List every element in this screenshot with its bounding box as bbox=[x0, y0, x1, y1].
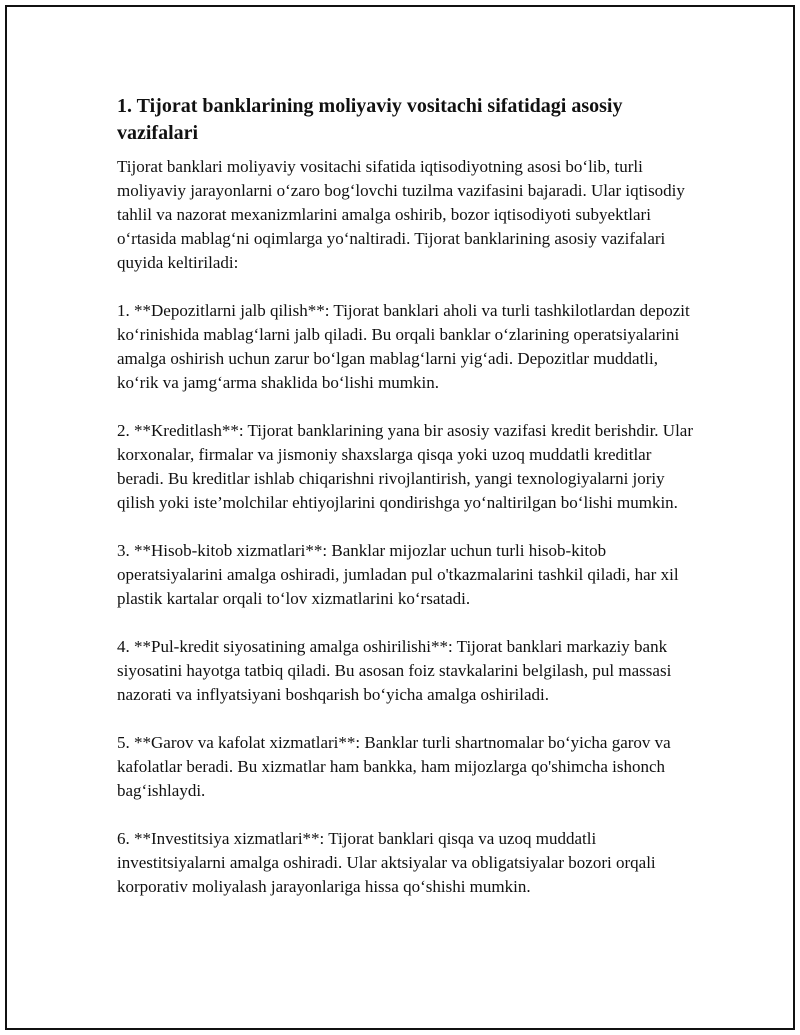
list-item-garov: 5. **Garov va kafolat xizmatlari**: Banklar turli shartnomalar bo‘yicha garov va kafolatlar beradi. Bu xizmatlar ham bankka, ham mijozlarga qo'shimcha ishonch bag‘ishlaydi. bbox=[117, 733, 671, 800]
list-item-investitsiya: 6. **Investitsiya xizmatlari**: Tijorat banklari qisqa va uzoq muddatli investitsiyalarni amalga oshiradi. Ular aktsiyalar va obligatsiyalar bozori orqali korporativ moliyalash jarayonlariga hissa qo‘shishi mumkin. bbox=[117, 829, 656, 896]
document-title: 1. Tijorat banklarining moliyaviy vositachi sifatidagi asosiy vazifalari bbox=[117, 95, 623, 144]
intro-paragraph: Tijorat banklari moliyaviy vositachi sifatida iqtisodiyotning asosi bo‘lib, turli moliyaviy jarayonlarni o‘zaro bog‘lovchi tuzilma vazifasini bajaradi. Ular iqtisodiy tahlil va nazorat mexanizmlarini amalga oshirib, bozor iqtisodiyoti subyektlari o‘rtasida mablag‘ni oqimlarga yo‘naltiradi. Tijorat banklarining asosiy vazifalari quyida keltiriladi: bbox=[117, 157, 685, 272]
list-item-hisob-kitob: 3. **Hisob-kitob xizmatlari**: Banklar mijozlar uchun turli hisob-kitob operatsiyalarini amalga oshiradi, jumladan pul o'tkazmalarini tashkil qiladi, har xil plastik kartalar orqali to‘lov xizmatlarini ko‘rsatadi. bbox=[117, 541, 679, 608]
document-body bbox=[117, 93, 697, 923]
list-item-pul-kredit: 4. **Pul-kredit siyosatining amalga oshirilishi**: Tijorat banklari markaziy bank siyosatini hayotga tatbiq qiladi. Bu asosan foiz stavkalarini belgilash, pul massasi nazorati va inflyatsiyani boshqarish bo‘yicha amalga oshiriladi. bbox=[117, 637, 672, 704]
list-item-kreditlash: 2. **Kreditlash**: Tijorat banklarining yana bir asosiy vazifasi kredit berishdir. Ular korxonalar, firmalar va jismoniy shaxslarga qisqa yoki uzoq muddatli kreditlar beradi. Bu kreditlar ishlab chiqarishni rivojlantirish, yangi texnologiyalarni joriy qilish yoki iste’molchilar ehtiyojlarini qondirishga yo‘naltirilgan bo‘lishi mumkin. bbox=[117, 421, 693, 512]
list-item-depozitlar: 1. **Depozitlarni jalb qilish**: Tijorat banklari aholi va turli tashkilotlardan depozit ko‘rinishida mablag‘larni jalb qiladi. Bu orqali banklar o‘zlarining operatsiyalarini amalga oshirish uchun zarur bo‘lgan mablag‘larni yig‘adi. Depozitlar muddatli, ko‘rik va jamg‘arma shaklida bo‘lishi mumkin. bbox=[117, 301, 690, 392]
